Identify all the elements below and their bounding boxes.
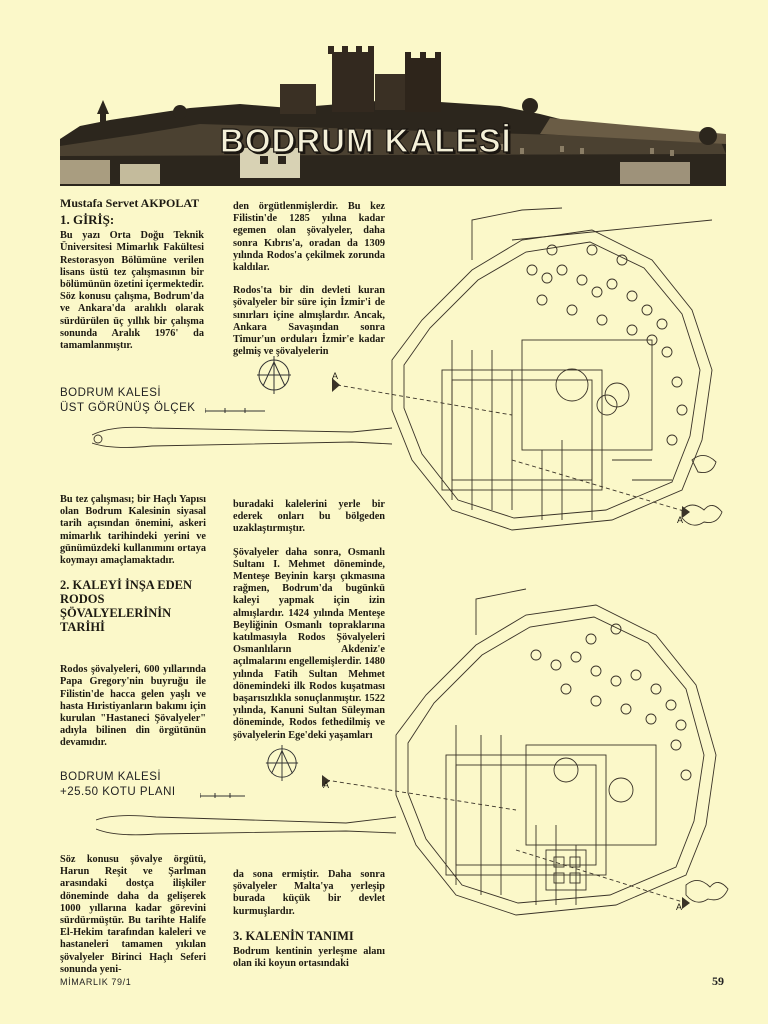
column-1-bottom <box>60 854 206 987</box>
article-title: BODRUM KALESİ <box>220 122 512 159</box>
top-plan-caption-line-2: ÜST GÖRÜNÜŞ ÖLÇEK <box>60 402 196 414</box>
section-2-paragraph-2: Söz konusu şövalye örgütü, Harun Reşit ve Şarlman arasındaki dostça ilişkiler döneminde daha da gelişerek 1000 yıllarına kadar görevini sürdürmüştür. Bu tarihte Halife El-Hekim tarafından kaleleri ve hastaneleri tamamen yıkılan şövalyeler Birinci Haçlı Seferi sonunda yeni- <box>60 854 206 975</box>
section-2-heading: 2. KALEYİ İNŞA EDEN RODOS ŞÖVALYELERİNİN TARİHİ <box>60 578 192 635</box>
section-marker-top-b: A <box>677 515 684 525</box>
section-marker-bottom-b: A <box>676 902 683 912</box>
section-1-heading: 1. GİRİŞ: <box>60 212 115 228</box>
section-1-paragraph-2: Bu tez çalışması; bir Haçlı Yapısı olan Bodrum Kalesinin siyasal tarih açısından önemini, askeri mimarlık tarihindeki yerini ve günümüzdeki kullanımını ortaya koymayı amaçlamaktadır. <box>60 494 206 567</box>
column-2-paragraph-2: Rodos'ta bir din devleti kuran şövalyeler bir süre için İzmir'i de sınırları içine almışlardır. Ancak, Ankara Savaşından sonra Timur'un orduları İzmir'e kadar gelmiş ve şövalyelerin <box>233 285 385 358</box>
column-2-paragraph-5: da sona ermiştir. Daha sonra şövalyeler Malta'ya yerleşip burada küçük bir devlet kurmuşlardır. <box>233 869 385 917</box>
section-2-paragraph-1: Rodos şövalyeleri, 600 yıllarında Papa Gregory'nin buyruğu ile Filistin'de hacca gelen yaşlı ve hasta Hıristiyanların bakımı için kurulan "Hastaneci Şövalyeler" adıyla bilinen din örgütünün devamıdır. <box>60 664 206 749</box>
author-name: Mustafa Servet AKPOLAT <box>60 196 200 210</box>
section-marker-bottom-a: A <box>323 780 330 790</box>
castle-header-photo <box>60 44 726 186</box>
bottom-plan-caption-line-1: BODRUM KALESİ <box>60 771 162 783</box>
journal-footer: MİMARLIK 79/1 <box>60 977 132 987</box>
column-2-paragraph-4: Şövalyeler daha sonra, Osmanlı Sultanı I. Mehmet döneminde, Menteşe Beyinin karşı çıkmasına rağmen, Bodrum'da bugünkü kaleyi yapmak için izin almışlardır. 1424 yılında Menteşe Beyliğinin Osmanlı topraklarına katılmasıyla Rodos Şövalyeleri Osmanlıların Akdeniz'e açılmalarını engellemişlerdir. 1480 yılında Fatih Sultan Mehmet dönemindeki ilk Rodos kuşatması başarısızlıkla sonuçlanmıştır. 1522 yılında, Kanuni Sultan Süleyman döneminde, Rodos fethedilmiş ve şövalyelerin Ege'deki yaşamları <box>233 546 385 741</box>
section-marker-top-a: A <box>332 371 339 381</box>
column-2-paragraph-6: Bodrum kentinin yerleşme alanı olan iki koyun ortasındaki <box>233 945 385 970</box>
page-number: 59 <box>712 974 724 988</box>
column-2-paragraph-3: buradaki kalelerini yerle bir ederek onları bu bölgeden uzaklaştırmıştır. <box>233 499 385 535</box>
column-2-bottom <box>233 869 385 981</box>
top-plan-caption-line-1: BODRUM KALESİ <box>60 387 162 399</box>
section-1-paragraph-1: Bu yazı Orta Doğu Teknik Üniversitesi Mimarlık Fakültesi Restorasyon Bölümüne verilen lisans üstü tez çalışmasının bir bölümünün özetini içermektedir. Söz konusu çalışma, Bodrum'da ve Ankara'da aralıklı olarak sürdürülen üç yıllık bir çalışma sonunda Aralık 1976' da tamamlanmıştır. <box>60 230 204 352</box>
bottom-plan-caption-line-2: +25.50 KOTU PLANI <box>60 786 176 798</box>
column-2-paragraph-1: den örgütlenmişlerdir. Bu kez Filistin'de 1285 yılına kadar egemen olan şövalyeler, daha sonra Kıbrıs'a, oradan da 1309 yılında Rodos'a çekilmek zorunda kaldılar. <box>233 201 385 274</box>
section-3-heading: 3. KALENİN TANIMI <box>233 928 354 943</box>
